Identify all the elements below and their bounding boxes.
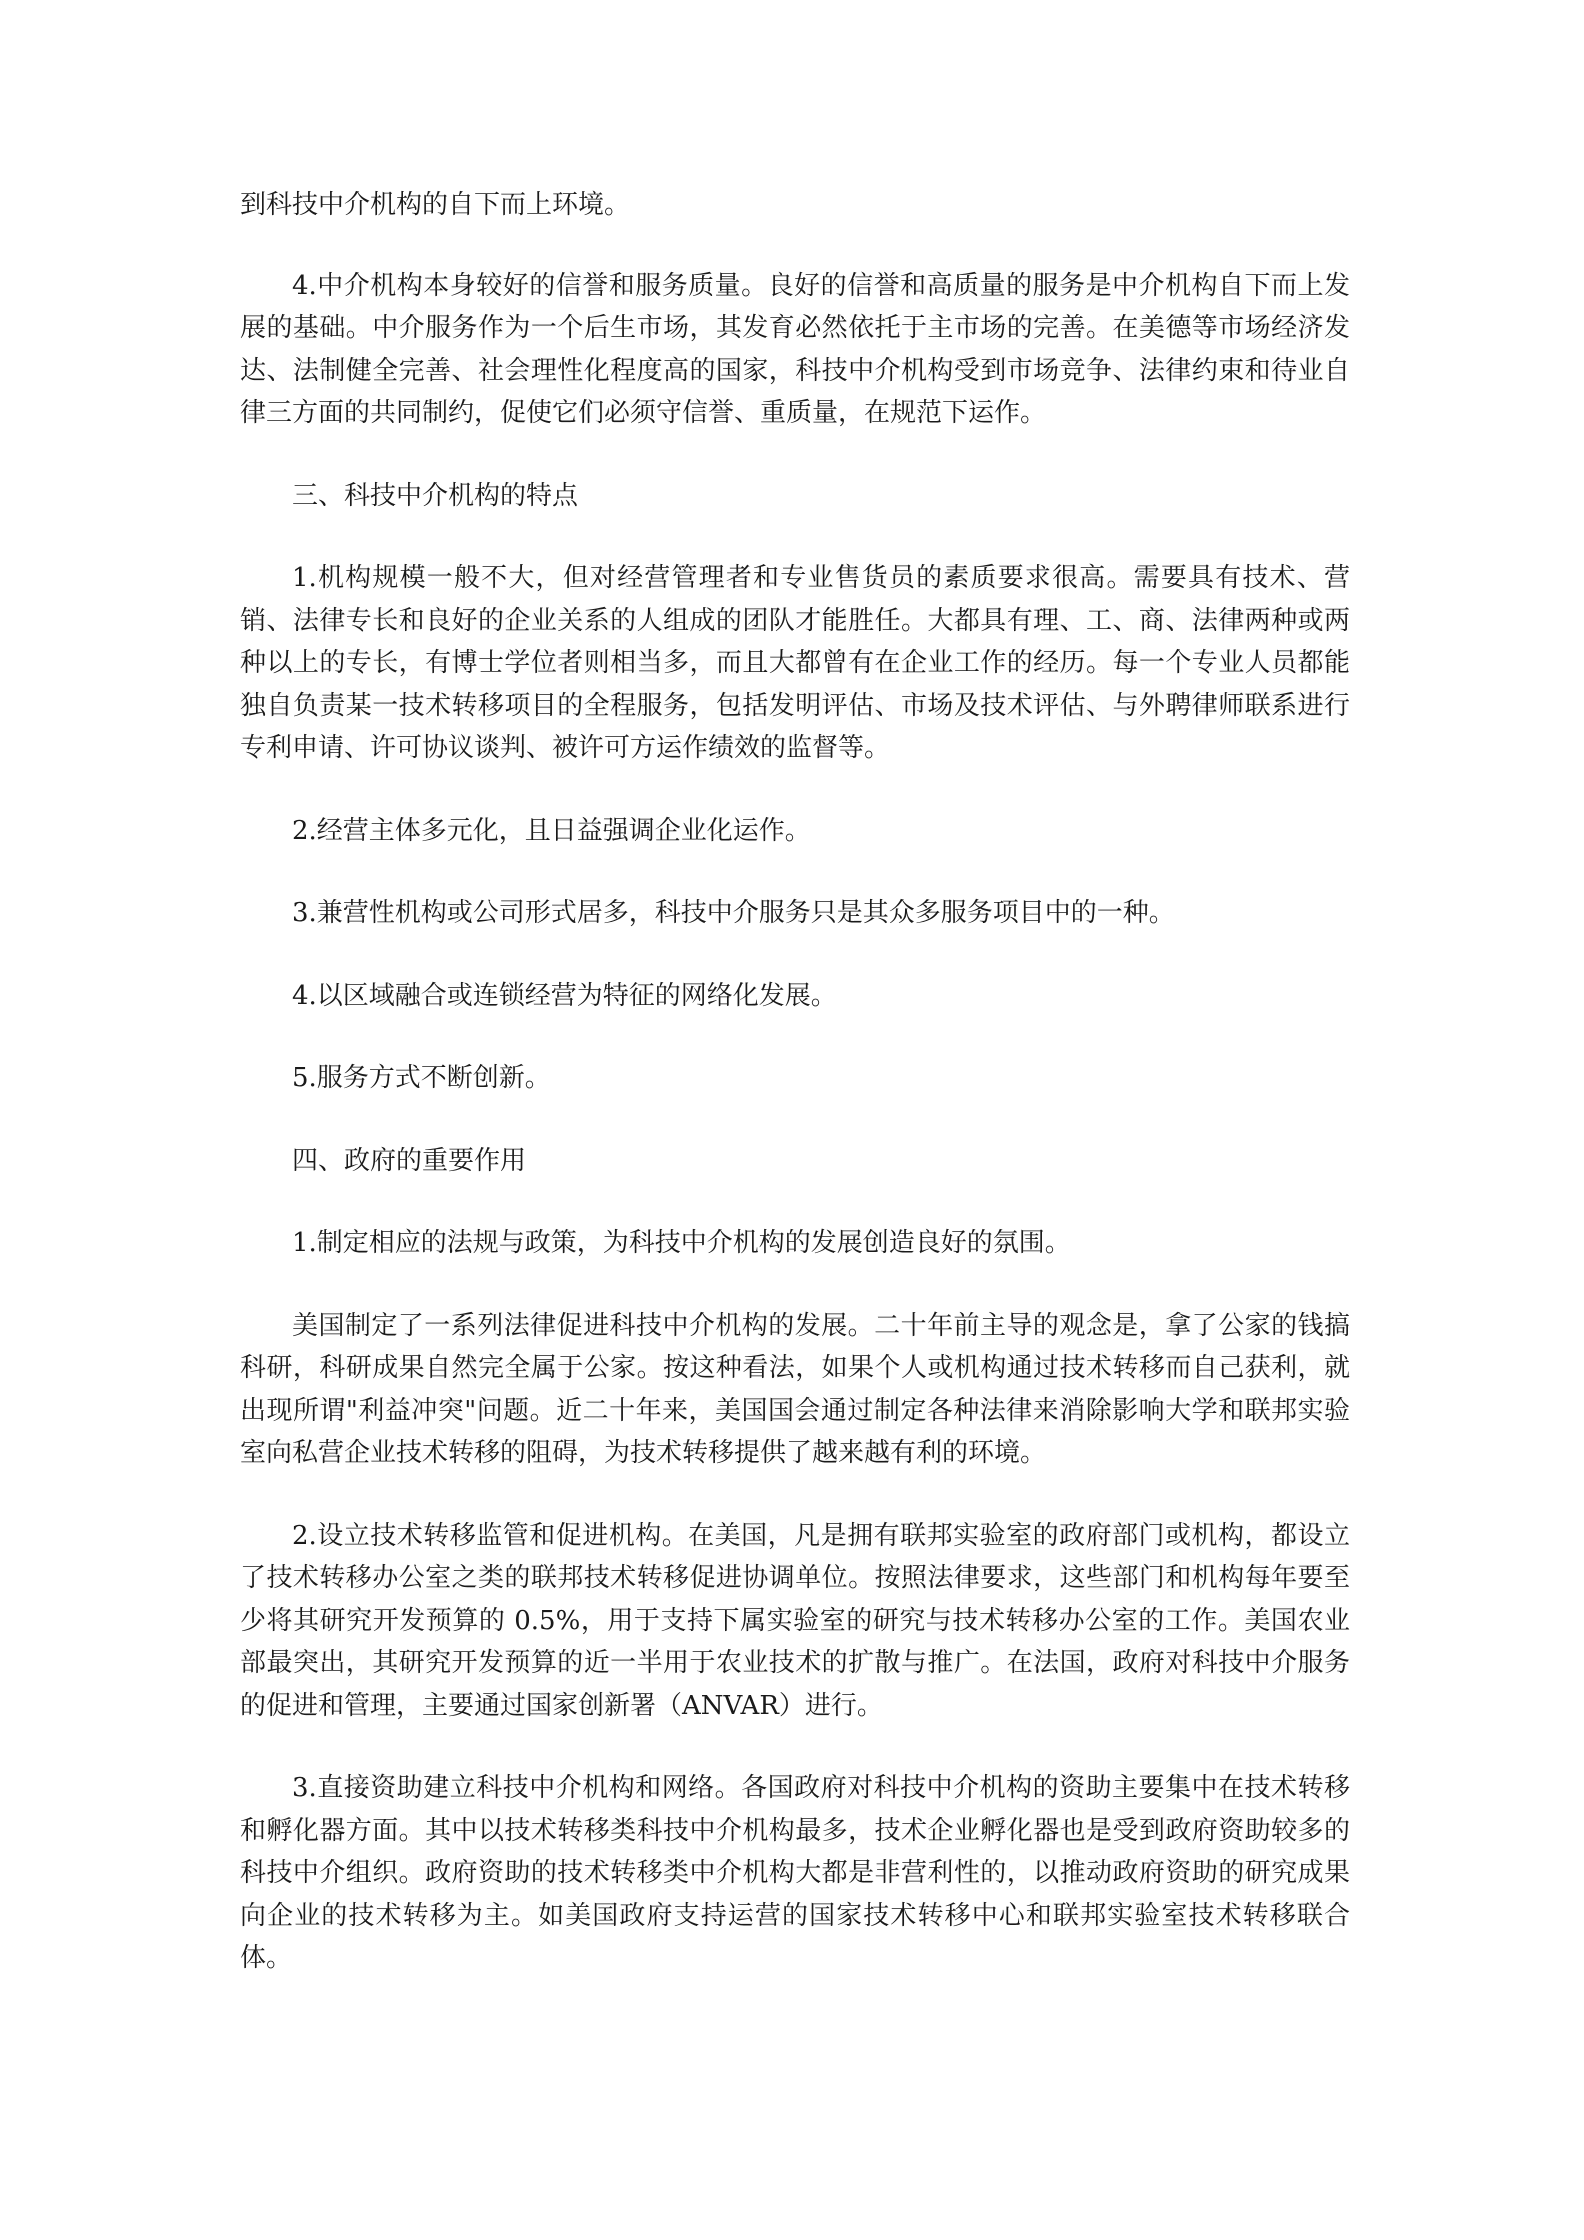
section-heading-3: 三、科技中介机构的特点 xyxy=(292,480,579,511)
section-heading-4: 四、政府的重要作用 xyxy=(292,1145,527,1176)
paragraph-us-laws: 美国制定了一系列法律促进科技中介机构的发展。二十年前主导的观念是，拿了公家的钱搞科研，科研成果自然完全属于公家。按这种看法，如果个人或机构通过技术转移而自己获利，就出现所谓"利益冲突"问题。近二十年来，美国国会通过制定各种法律来消除影响大学和联邦实验室向私营企业技术转移的阻碍，为技术转移提供了越来越有利的环境。 xyxy=(240,1310,1350,1468)
paragraph-feature-4: 4.以区域融合或连锁经营为特征的网络化发展。 xyxy=(292,980,837,1011)
paragraph-feature-2: 2.经营主体多元化，且日益强调企业化运作。 xyxy=(292,815,811,846)
paragraph-government-2: 2.设立技术转移监管和促进机构。在美国，凡是拥有联邦实验室的政府部门或机构，都设立了技术转移办公室之类的联邦技术转移促进协调单位。按照法律要求，这些部门和机构每年要至少将其研究开发预算的 0.5%，用于支持下属实验室的研究与技术转移办公室的工作。美国农业部最突出，其研究开发预算的近一半用于农业技术的扩散与推广。在法国，政府对科技中介服务的促进和管理，主要通过国家创新署（ANVAR）进行。 xyxy=(240,1520,1350,1721)
paragraph-item-4-reputation: 4.中介机构本身较好的信誉和服务质量。良好的信誉和高质量的服务是中介机构自下而上发展的基础。中介服务作为一个后生市场，其发育必然依托于主市场的完善。在美德等市场经济发达、法制健全完善、社会理性化程度高的国家，科技中介机构受到市场竞争、法律约束和待业自律三方面的共同制约，促使它们必须守信誉、重质量，在规范下运作。 xyxy=(240,270,1350,428)
paragraph-government-3: 3.直接资助建立科技中介机构和网络。各国政府对科技中介机构的资助主要集中在技术转移和孵化器方面。其中以技术转移类科技中介机构最多，技术企业孵化器也是受到政府资助较多的科技中介组织。政府资助的技术转移类中介机构大都是非营利性的，以推动政府资助的研究成果向企业的技术转移为主。如美国政府支持运营的国家技术转移中心和联邦实验室技术转移联合体。 xyxy=(240,1773,1350,1973)
document-page xyxy=(240,184,1350,2020)
paragraph-feature-1: 1.机构规模一般不大，但对经营管理者和专业售货员的素质要求很高。需要具有技术、营销、法律专长和良好的企业关系的人组成的团队才能胜任。大都具有理、工、商、法律两种或两种以上的专长，有博士学位者则相当多，而且大都曾有在企业工作的经历。每一个专业人员都能独自负责某一技术转移项目的全程服务，包括发明评估、市场及技术评估、与外聘律师联系进行专利申请、许可协议谈判、被许可方运作绩效的监督等。 xyxy=(240,563,1350,763)
paragraph-feature-5: 5.服务方式不断创新。 xyxy=(292,1063,551,1093)
paragraph-government-1: 1.制定相应的法规与政策，为科技中介机构的发展创造良好的氛围。 xyxy=(292,1228,1071,1258)
paragraph-feature-3: 3.兼营性机构或公司形式居多，科技中介服务只是其众多服务项目中的一种。 xyxy=(292,898,1175,928)
paragraph-continuation: 到科技中介机构的自下而上环境。 xyxy=(240,190,631,220)
